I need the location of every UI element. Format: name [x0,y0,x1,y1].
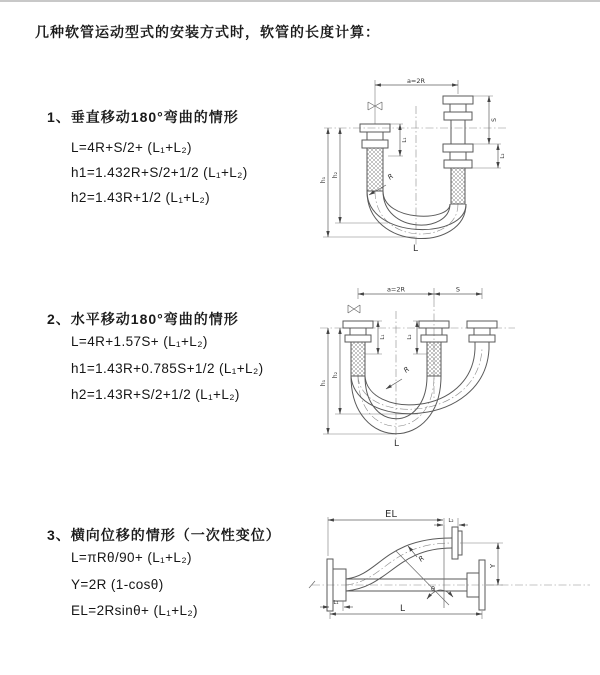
dim-label-l-total: L [394,439,400,449]
section2-heading: 2、水平移动180°弯曲的情形 [47,311,239,327]
dim-label-l2: L₂ [407,334,413,340]
section1-formula-L: L=4R+S/2+ (L₁+L₂) [71,140,192,155]
dimension-lines [320,286,482,435]
dim-label-s: S [455,285,461,294]
dim-label-r: R [386,172,396,182]
construction-lines [396,525,453,608]
dim-label-l-total: L [413,244,419,254]
page-bottom-rule [0,0,600,2]
dim-label-l1: L₁ [380,334,386,340]
dim-label-l-total: L [400,604,406,614]
left-flange [343,321,373,376]
dim-label-h1: h₁ [320,379,327,387]
dim-label-h2: h₂ [332,371,339,379]
radius-callout [386,365,411,389]
dim-label-span: a=2R [406,77,426,85]
diagram-horizontal-180-bend [310,283,600,453]
dim-label-h2: h₂ [332,171,339,179]
section3-heading: 3、横向位移的情形（一次性变位） [47,527,281,543]
dim-label-span: a=2R [386,285,406,294]
dim-label-el: EL [385,509,397,520]
dim-label-r: R [417,554,427,564]
section1-formula-h2: h2=1.43R+1/2 (L₁+L₂) [71,190,211,205]
dim-label-s: S [491,118,498,122]
valve-icon [368,90,382,124]
section1-formula-h1: h1=1.432R+S/2+1/2 (L₁+L₂) [71,165,248,180]
right-flange [467,321,497,349]
dimension-lines [320,77,506,237]
dim-label-r: R [402,365,412,375]
hose-u-bends [351,349,489,434]
dimension-lines [320,509,503,619]
dim-label-l2: L₂ [500,153,506,159]
section3-formula-L: L=πRθ/90+ (L₁+L₂) [71,550,192,565]
diagram-vertical-180-bend [310,76,595,256]
right-flange [443,96,473,204]
dim-label-l2: L₂ [448,518,454,524]
angle-label-theta: θ [431,585,435,593]
section3-formula-EL: EL=2Rsinθ+ (L₁+L₂) [71,603,198,618]
centerlines [309,543,590,588]
page-title: 几种软管运动型式的安装方式时，软管的长度计算： [35,24,380,40]
section2-formula-L: L=4R+1.57S+ (L₁+L₂) [71,334,208,349]
left-flange [360,124,390,191]
centerlines [320,299,515,441]
dim-label-l1: L₁ [333,600,339,606]
dim-label-h1: h₁ [320,176,327,184]
section2-formula-h1: h1=1.43R+0.785S+1/2 (L₁+L₂) [71,361,264,376]
section3-formula-Y: Y=2R (1-cosθ) [71,577,164,592]
dim-label-y: Y [489,563,497,569]
hoses [346,538,467,591]
diagram-lateral-displacement [300,498,600,643]
dim-label-l1: L₁ [402,137,408,143]
valve-icon [348,305,360,313]
section2-formula-h2: h2=1.43R+S/2+1/2 (L₁+L₂) [71,387,240,402]
section1-heading: 1、垂直移动180°弯曲的情形 [47,109,239,125]
